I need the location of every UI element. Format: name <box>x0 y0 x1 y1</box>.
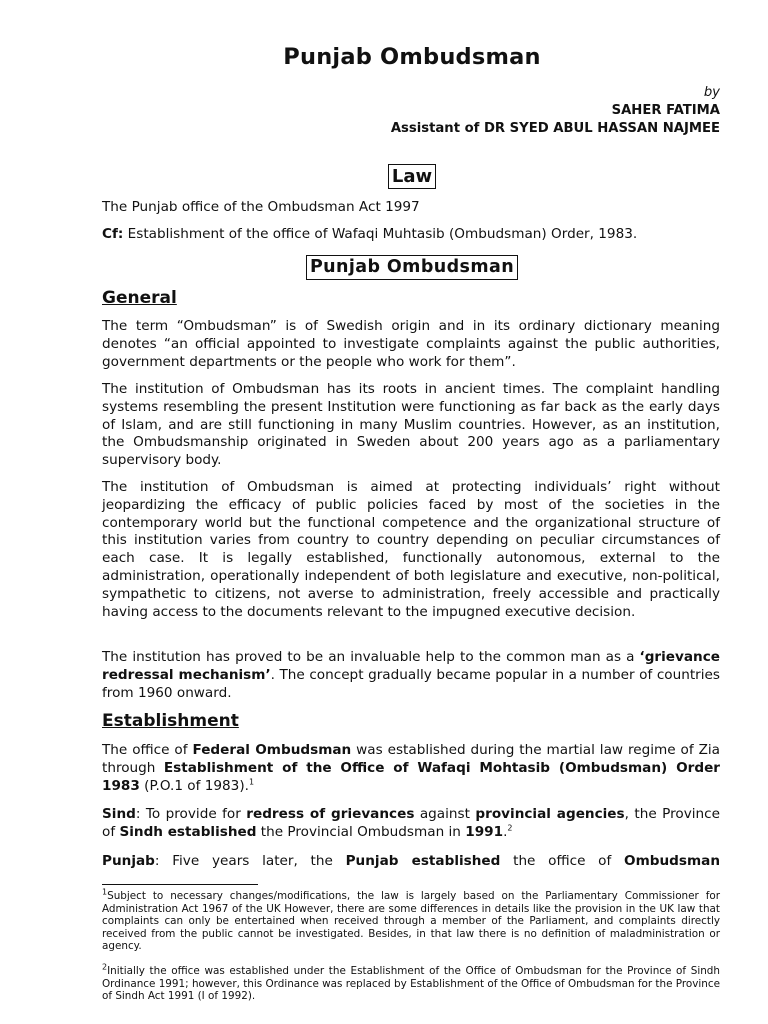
ep2-a: Sind <box>102 806 136 822</box>
footnote-1 <box>102 887 720 953</box>
gp4-c: . The concept gradually became popular in a number of countries from 1960 onward. <box>102 666 720 701</box>
law-heading: Law <box>388 164 436 189</box>
ep3-d: the office of <box>500 853 625 869</box>
ep1-d: Establishment of the Office of Wafaqi Mohtasib (Ombudsman) Order 1983 <box>102 759 720 794</box>
footnote-divider <box>102 884 258 885</box>
byline <box>391 84 720 138</box>
ep2-f: , the Province of <box>102 806 720 840</box>
ep2-i: 1991 <box>465 823 504 840</box>
footnote-2 <box>102 962 720 1003</box>
footnote-ref-1[interactable]: 1 <box>248 777 255 787</box>
ep3-b: : Five years later, the <box>154 853 346 869</box>
ep2-h: the Provincial Ombudsman in <box>256 823 466 840</box>
footnote-2-marker: 2 <box>102 962 108 972</box>
law-heading-wrap <box>0 164 768 189</box>
ep3-c: Punjab established <box>345 853 501 869</box>
section-heading: Punjab Ombudsman <box>306 255 518 280</box>
ep2-j: . <box>503 823 508 840</box>
general-paragraph-3: The institution of Ombudsman is aimed at protecting individuals’ right without jeopardizing the efficacy of public policies faced by most of the societies in the contemporary world but the functional competence and the organizational structure of this institution varies from country to country depending on peculiar circumstances of each case. It is legally established, functionally autonomous, external to the administration, operationally independent of both legislature and executive, non-political, sympathetic to citizens, not averse to administration, freely accessible and practically having access to the documents relevant to the impugned executive decision. <box>102 479 720 620</box>
ep2-g: Sindh established <box>119 823 257 840</box>
gp4-a: The institution has proved to be an invaluable help to the common man as a <box>102 649 640 665</box>
establishment-paragraph-2 <box>102 806 720 842</box>
gp4-b: ‘grievance redressal mechanism’ <box>102 649 720 683</box>
ep1-b: Federal Ombudsman <box>192 742 352 758</box>
general-paragraph-4 <box>102 649 720 702</box>
footnote-2-text: Initially the office was established under the Establishment of the Office of Ombudsman for the Province of Sindh Ordinance 1991; however, this Ordinance was replaced by Establishment of the Office of Ombudsman for the Province of Sindh Act 1991 (I of 1992). <box>102 965 720 1003</box>
ep3-a: Punjab <box>102 853 155 869</box>
ep1-a: The office of <box>102 742 193 758</box>
ep2-c: redress of grievances <box>246 806 415 822</box>
ep2-d: against <box>414 806 476 822</box>
general-heading: General <box>102 288 177 308</box>
ep1-c: was established during the martial law regime of Zia through <box>102 742 720 776</box>
section-heading-wrap <box>0 255 768 280</box>
ep2-b: : To provide for <box>135 806 247 822</box>
byline-role: Assistant of DR SYED ABUL HASSAN NAJMEE <box>390 121 720 136</box>
ep3-e: Ombudsman <box>624 853 720 869</box>
footnote-ref-2[interactable]: 2 <box>507 823 513 833</box>
law-reference-1: The Punjab office of the Ombudsman Act 1997 <box>102 199 420 215</box>
general-paragraph-2: The institution of Ombudsman has its roots in ancient times. The complaint handling systems resembling the present Institution were functioning as far back as the early days of Islam, and are still functioning in many Muslim countries. However, as an institution, the Ombudsmanship originated in Sweden about 200 years ago as a parliamentary supervisory body. <box>102 381 720 469</box>
byline-by: by <box>703 85 720 100</box>
ep1-e: (P.O.1 of 1983). <box>139 777 249 794</box>
establishment-paragraph-1 <box>102 742 720 795</box>
byline-author: SAHER FATIMA <box>611 103 720 118</box>
ep2-e: provincial agencies <box>475 806 625 822</box>
law-reference-2 <box>102 226 720 244</box>
cf-label: Cf: <box>102 226 124 242</box>
establishment-paragraph-3 <box>102 853 720 871</box>
page-title: Punjab Ombudsman <box>283 44 541 70</box>
footnote-1-marker: 1 <box>102 887 108 897</box>
general-paragraph-1: The term “Ombudsman” is of Swedish origin and in its ordinary dictionary meaning denotes “an official appointed to investigate complaints against the public authorities, government departments or the people who work for them”. <box>102 318 720 370</box>
cf-text: Establishment of the office of Wafaqi Muhtasib (Ombudsman) Order, 1983. <box>123 226 638 242</box>
establishment-heading: Establishment <box>102 711 239 731</box>
footnote-1-text: Subject to necessary changes/modifications, the law is largely based on the Parliamentary Commissioner for Administration Act 1967 of the UK However, there are some differences in details like the provision in the UK law that complaints can only be entertained when received through a member of the Parliament, and complaints directly received from the public cannot be investigated. Besides, in that law there is no definition of maladministration or agency. <box>102 890 720 953</box>
